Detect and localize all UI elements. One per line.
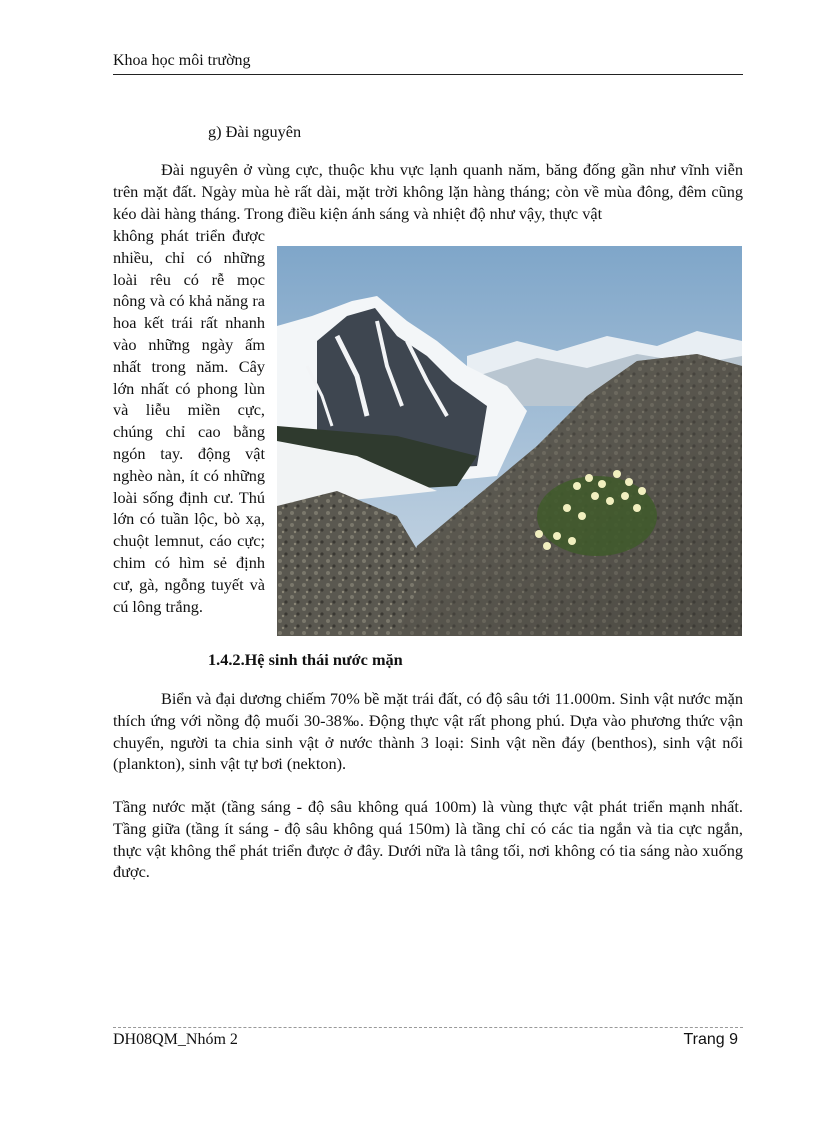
section-g-title: g) Đài nguyên <box>208 122 302 141</box>
page-number: Trang 9 <box>683 1031 738 1048</box>
section-142-paragraph-2: Tầng nước mặt (tầng sáng - độ sâu không quá 100m) là vùng thực vật phát triển mạnh nhất. Tầng giữa (tầng ít sáng - độ sâu không quá 150m) là tầng chỉ có các tia ngắn và tia cực ngắn, thực vật không thể phát triển được ở đây. Dưới nữa là tâng tối, nơi không có tia sáng nào xuống được. <box>113 797 743 882</box>
section-g-intro: Đài nguyên ở vùng cực, thuộc khu vực lạnh quanh năm, băng đống gần như vĩnh viễn trên mặt đất. Ngày mùa hè rất dài, mặt trời không lặn hàng tháng; còn về mùa đông, đêm cũng kéo dài hàng tháng. Trong điều kiện ánh sáng và nhiệt độ như vậy, thực vật <box>113 160 743 223</box>
header-title: Khoa học môi trường <box>113 52 251 69</box>
page-header <box>113 52 743 75</box>
section-142-title: 1.4.2.Hệ sinh thái nước mặn <box>208 650 403 669</box>
section-142-paragraph-1: Biển và đại dương chiếm 70% bề mặt trái đất, có độ sâu tới 11.000m. Sinh vật nước mặn thích ứng với nồng độ muối 30-38‰. Động thực vật rất phong phú. Dựa vào phương thức vận chuyển, người ta chia sinh vật ở nước thành 3 loại: Sinh vật nền đáy (benthos), sinh vật nổi (plankton), sinh vật tự bơi (nekton). <box>113 689 743 774</box>
footer-group-label: DH08QM_Nhóm 2 <box>113 1031 238 1048</box>
tundra-photo <box>277 246 742 636</box>
footer-divider <box>113 1027 743 1028</box>
section-g-wrap-text: không phát triển được nhiều, chỉ có những loài rêu có rễ mọc nông và có khả năng ra hoa kết trái rất nhanh vào những ngày ấm nhất trong năm. Cây lớn nhất có phong lùn và liễu miền cực, chúng chỉ cao bằng ngón tay. động vật nghèo nàn, ít có những loài sống định cư. Thú lớn có tuần lộc, bò xạ, chuột lemnut, cáo cực; chim có hìm sẻ định cư, gà, ngỗng tuyết và cú lông trắng. <box>113 226 265 616</box>
